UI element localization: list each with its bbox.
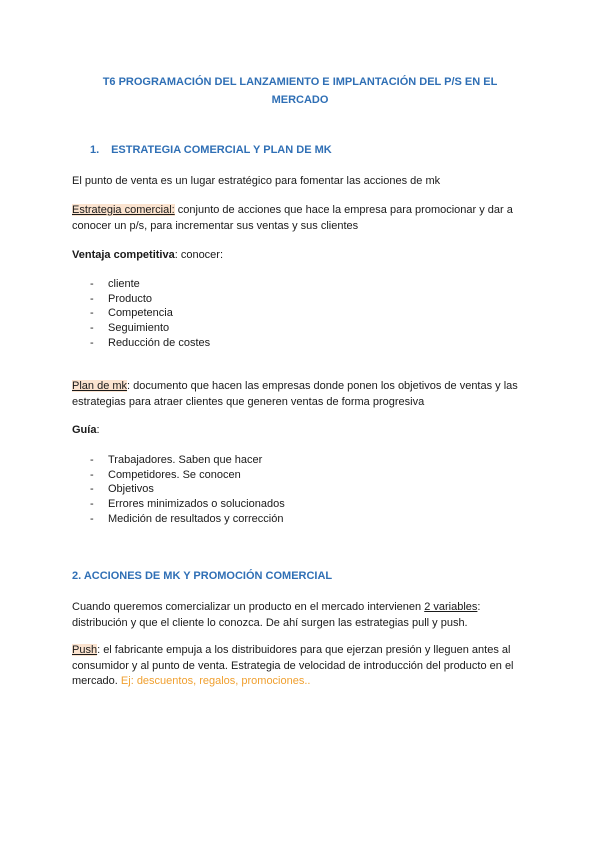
variables-term: 2 variables [424, 601, 478, 613]
ventaja-list [90, 277, 210, 351]
estrategia-text: conjunto de acciones que hace la empresa para promocionar y dar a conocer un p/s, para incrementar sus ventas y sus clientes [72, 204, 513, 232]
plan-term: Plan de mk [72, 380, 128, 392]
list-item: - Errores minimizados o solucionados [90, 497, 285, 512]
estrategia-paragraph [72, 203, 532, 234]
variables-paragraph [72, 600, 532, 631]
plan-text: : documento que hacen las empresas donde ponen los objetivos de ventas y las estrategias para atraer clientes que generen ventas de forma progresiva [72, 380, 518, 408]
section-1-title: ESTRATEGIA COMERCIAL Y PLAN DE MK [111, 144, 332, 156]
document-title [72, 73, 528, 109]
section-1-number: 1. [90, 144, 100, 156]
push-paragraph [72, 643, 532, 690]
push-example: Ej: descuentos, regalos, promociones.. [120, 675, 311, 687]
guia-term: Guía [72, 424, 97, 436]
push-text: : el fabricante empuja a los distribuidores para que ejerzan presión y lleguen antes al consumidor y al punto de venta. Estrategia de velocidad de introducción del producto en el mercado. [72, 644, 514, 687]
list-item: - Seguimiento [90, 321, 210, 336]
plan-paragraph [72, 379, 532, 410]
push-term: Push [72, 644, 98, 656]
section-2-heading: 2. ACCIONES DE MK Y PROMOCIÓN COMERCIAL [72, 570, 333, 582]
section-1-heading [90, 144, 332, 156]
guia-text: : [96, 424, 100, 436]
list-item: - Trabajadores. Saben que hacer [90, 453, 285, 468]
ventaja-term: Ventaja competitiva [72, 249, 175, 261]
guia-paragraph [72, 423, 532, 439]
list-item: - cliente [90, 277, 210, 292]
list-item: - Objetivos [90, 482, 285, 497]
title-line-1: T6 PROGRAMACIÓN DEL LANZAMIENTO E IMPLANTACIÓN DEL P/S EN EL [102, 76, 498, 88]
list-item: - Competencia [90, 306, 210, 321]
list-item: - Medición de resultados y corrección [90, 512, 285, 527]
guia-list [90, 453, 285, 527]
list-item: - Producto [90, 292, 210, 307]
variables-text-b: : distribución y que el cliente lo conozca. De ahí surgen las estrategias pull y push. [72, 601, 481, 629]
variables-text-a: Cuando queremos comercializar un producto en el mercado intervienen [72, 601, 425, 613]
title-line-2: MERCADO [271, 94, 329, 106]
list-item: - Competidores. Se conocen [90, 468, 285, 483]
list-item: - Reducción de costes [90, 336, 210, 351]
estrategia-term: Estrategia comercial: [72, 204, 175, 216]
intro-paragraph: El punto de venta es un lugar estratégico para fomentar las acciones de mk [72, 175, 441, 187]
ventaja-text: : conocer: [174, 249, 224, 261]
ventaja-paragraph [72, 248, 532, 264]
